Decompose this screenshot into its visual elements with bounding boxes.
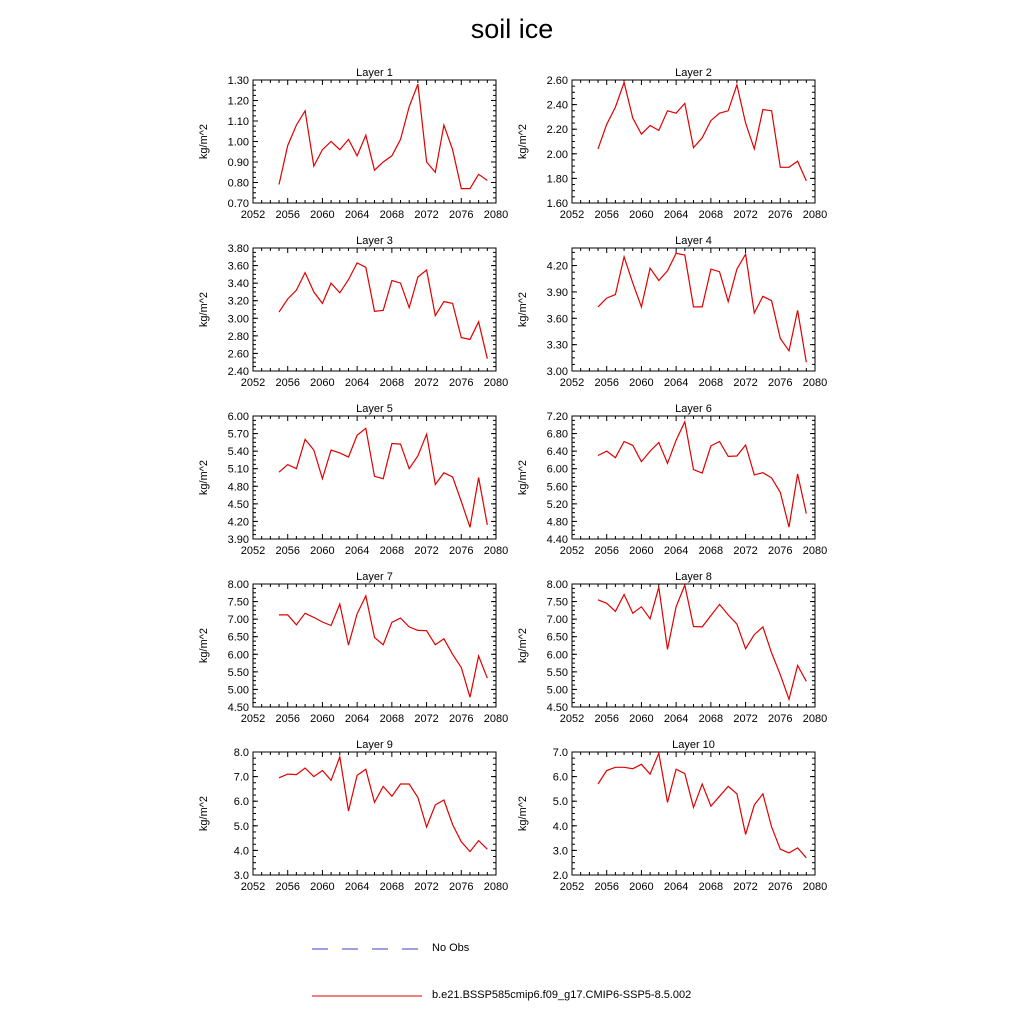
x-tick-label: 2072 — [414, 545, 439, 557]
x-tick-label: 2072 — [414, 881, 439, 893]
x-tick-label: 2076 — [768, 545, 793, 557]
chart-panel — [198, 235, 508, 389]
y-tick-label: 6.0 — [233, 796, 249, 809]
chart-panel — [198, 739, 508, 893]
y-axis-label: kg/m^2 — [517, 123, 529, 160]
y-tick-label: 6.50 — [546, 631, 568, 644]
y-tick-label: 2.60 — [227, 348, 249, 361]
y-tick-label: 3.60 — [227, 260, 249, 273]
panel-title: Layer 7 — [356, 571, 393, 583]
y-tick-label: 6.40 — [546, 446, 568, 459]
y-tick-label: 1.30 — [227, 75, 249, 87]
x-tick-label: 2060 — [310, 713, 335, 725]
panel-title: Layer 9 — [356, 739, 393, 751]
series-line — [598, 753, 806, 858]
plot-frame — [572, 248, 815, 371]
x-tick-label: 2068 — [379, 209, 405, 221]
series-line — [279, 428, 487, 527]
chart-panel — [517, 571, 827, 725]
series-line — [598, 585, 806, 699]
plot-frame — [572, 584, 815, 707]
x-tick-label: 2072 — [414, 377, 439, 389]
x-tick-label: 2060 — [629, 881, 654, 893]
chart-panel — [198, 67, 508, 221]
legend-label-model: b.e21.BSSP585cmip6.f09_g17.CMIP6-SSP5-8.5.002 — [432, 989, 692, 1001]
x-tick-label: 2072 — [733, 713, 758, 725]
x-tick-label: 2064 — [344, 545, 370, 557]
y-tick-label: 4.0 — [233, 845, 249, 858]
y-tick-label: 5.00 — [546, 684, 568, 697]
y-tick-label: 3.80 — [227, 243, 249, 255]
y-tick-label: 0.80 — [227, 177, 249, 190]
y-tick-label: 5.40 — [227, 446, 249, 459]
y-tick-label: 6.00 — [546, 649, 568, 662]
panel-title: Layer 8 — [675, 571, 712, 583]
chart-panel — [517, 403, 827, 557]
panel-title: Layer 5 — [356, 403, 393, 415]
x-tick-label: 2072 — [733, 545, 758, 557]
y-tick-label: 2.60 — [546, 75, 568, 87]
y-tick-label: 6.80 — [546, 428, 568, 441]
y-tick-label: 2.40 — [546, 99, 568, 112]
y-tick-label: 1.00 — [227, 136, 249, 149]
x-tick-label: 2060 — [310, 209, 335, 221]
x-tick-label: 2068 — [698, 545, 724, 557]
panel-title: Layer 4 — [675, 235, 712, 247]
x-tick-label: 2064 — [344, 209, 370, 221]
y-tick-label: 8.00 — [546, 579, 568, 591]
x-tick-label: 2056 — [594, 545, 619, 557]
x-tick-label: 2056 — [275, 209, 300, 221]
y-axis-label: kg/m^2 — [517, 459, 529, 496]
x-tick-label: 2056 — [594, 713, 619, 725]
y-tick-label: 4.40 — [546, 534, 568, 546]
y-tick-label: 1.80 — [546, 173, 568, 186]
x-tick-label: 2052 — [240, 713, 266, 725]
x-tick-label: 2080 — [483, 713, 509, 725]
panel-title: Layer 6 — [675, 403, 712, 415]
panel-title: Layer 2 — [675, 67, 712, 79]
y-tick-label: 6.00 — [227, 649, 249, 662]
y-tick-label: 6.00 — [546, 463, 568, 476]
y-tick-label: 3.0 — [552, 845, 568, 858]
y-tick-label: 5.20 — [546, 498, 568, 511]
y-axis-label: kg/m^2 — [198, 291, 210, 328]
plot-frame — [253, 752, 496, 875]
y-tick-label: 2.0 — [552, 870, 568, 882]
x-tick-label: 2052 — [559, 209, 585, 221]
y-tick-label: 3.30 — [546, 339, 568, 352]
y-tick-label: 4.20 — [227, 516, 249, 529]
y-tick-label: 7.00 — [227, 614, 249, 627]
y-axis-label: kg/m^2 — [198, 627, 210, 664]
series-line — [279, 84, 487, 189]
x-tick-label: 2072 — [414, 713, 439, 725]
x-tick-label: 2068 — [698, 713, 724, 725]
y-tick-label: 4.50 — [227, 702, 249, 714]
y-tick-label: 8.0 — [233, 747, 249, 759]
x-tick-label: 2068 — [379, 881, 405, 893]
y-tick-label: 5.0 — [233, 820, 249, 833]
plot-frame — [572, 80, 815, 203]
y-tick-label: 0.70 — [227, 198, 249, 210]
x-tick-label: 2076 — [449, 377, 474, 389]
x-tick-label: 2068 — [379, 713, 405, 725]
y-tick-label: 0.90 — [227, 157, 249, 169]
y-tick-label: 4.80 — [546, 516, 568, 529]
x-tick-label: 2064 — [663, 377, 689, 389]
chart-panel — [517, 739, 827, 893]
x-tick-label: 2068 — [698, 377, 724, 389]
x-tick-label: 2076 — [768, 209, 793, 221]
y-tick-label: 3.0 — [233, 870, 249, 882]
plot-frame — [253, 584, 496, 707]
y-axis-label: kg/m^2 — [198, 123, 210, 160]
y-tick-label: 1.20 — [227, 95, 249, 108]
plot-frame — [253, 416, 496, 539]
x-tick-label: 2076 — [449, 881, 474, 893]
panel-title: Layer 1 — [356, 67, 393, 79]
y-tick-label: 2.40 — [227, 366, 249, 378]
x-tick-label: 2072 — [414, 209, 439, 221]
x-tick-label: 2060 — [310, 377, 335, 389]
y-tick-label: 4.80 — [227, 481, 249, 494]
y-tick-label: 6.50 — [227, 631, 249, 644]
x-tick-label: 2076 — [768, 713, 793, 725]
x-tick-label: 2052 — [240, 209, 266, 221]
x-tick-label: 2064 — [663, 209, 689, 221]
x-tick-label: 2076 — [449, 545, 474, 557]
x-tick-label: 2072 — [733, 377, 758, 389]
x-tick-label: 2060 — [629, 209, 654, 221]
panel-title: Layer 3 — [356, 235, 393, 247]
y-tick-label: 8.00 — [227, 579, 249, 591]
x-tick-label: 2080 — [483, 209, 509, 221]
x-tick-label: 2080 — [483, 545, 509, 557]
legend-swatch-model — [312, 991, 422, 1001]
x-tick-label: 2060 — [629, 713, 654, 725]
chart-panel — [517, 235, 827, 389]
y-tick-label: 3.60 — [546, 313, 568, 326]
x-tick-label: 2056 — [594, 377, 619, 389]
y-tick-label: 7.20 — [546, 411, 568, 423]
y-tick-label: 2.20 — [546, 124, 568, 137]
y-tick-label: 5.00 — [227, 684, 249, 697]
x-tick-label: 2072 — [733, 209, 758, 221]
y-tick-label: 4.50 — [546, 702, 568, 714]
y-tick-label: 3.90 — [227, 534, 249, 546]
y-tick-label: 2.00 — [546, 148, 568, 161]
chart-panel — [517, 67, 827, 221]
series-line — [598, 83, 806, 181]
y-tick-label: 5.50 — [546, 666, 568, 679]
x-tick-label: 2060 — [629, 377, 654, 389]
chart-panel — [198, 571, 508, 725]
x-tick-label: 2064 — [663, 713, 689, 725]
series-line — [598, 253, 806, 362]
x-tick-label: 2052 — [559, 713, 585, 725]
plot-frame — [572, 416, 815, 539]
y-tick-label: 3.00 — [546, 366, 568, 378]
series-line — [598, 422, 806, 527]
x-tick-label: 2068 — [379, 377, 405, 389]
x-tick-label: 2080 — [802, 881, 828, 893]
y-tick-label: 3.40 — [227, 278, 249, 291]
x-tick-label: 2056 — [594, 209, 619, 221]
x-tick-label: 2052 — [559, 377, 585, 389]
y-tick-label: 7.50 — [227, 596, 249, 609]
y-tick-label: 5.50 — [227, 666, 249, 679]
y-axis-label: kg/m^2 — [198, 795, 210, 832]
x-tick-label: 2080 — [802, 209, 828, 221]
x-tick-label: 2052 — [559, 545, 585, 557]
y-axis-label: kg/m^2 — [198, 459, 210, 496]
y-tick-label: 4.20 — [546, 260, 568, 273]
y-tick-label: 4.0 — [552, 820, 568, 833]
x-tick-label: 2064 — [344, 377, 370, 389]
x-tick-label: 2056 — [275, 545, 300, 557]
y-tick-label: 6.00 — [227, 411, 249, 423]
y-tick-label: 5.70 — [227, 428, 249, 441]
x-tick-label: 2052 — [240, 377, 266, 389]
y-tick-label: 4.50 — [227, 498, 249, 511]
x-tick-label: 2064 — [344, 881, 370, 893]
x-tick-label: 2056 — [275, 881, 300, 893]
x-tick-label: 2068 — [698, 209, 724, 221]
y-tick-label: 6.0 — [552, 771, 568, 784]
x-tick-label: 2068 — [698, 881, 724, 893]
x-tick-label: 2052 — [240, 545, 266, 557]
y-tick-label: 3.20 — [227, 295, 249, 308]
x-tick-label: 2064 — [344, 713, 370, 725]
x-tick-label: 2080 — [802, 377, 828, 389]
series-line — [279, 263, 487, 359]
x-tick-label: 2068 — [379, 545, 405, 557]
x-tick-label: 2056 — [275, 377, 300, 389]
y-tick-label: 7.50 — [546, 596, 568, 609]
x-tick-label: 2064 — [663, 881, 689, 893]
y-tick-label: 3.90 — [546, 286, 568, 299]
x-tick-label: 2076 — [449, 713, 474, 725]
x-tick-label: 2076 — [449, 209, 474, 221]
y-axis-label: kg/m^2 — [517, 627, 529, 664]
y-tick-label: 5.10 — [227, 463, 249, 476]
panel-title: Layer 10 — [672, 739, 715, 751]
y-tick-label: 5.60 — [546, 481, 568, 494]
y-tick-label: 1.60 — [546, 198, 568, 210]
x-tick-label: 2080 — [483, 881, 509, 893]
y-tick-label: 2.80 — [227, 330, 249, 343]
x-tick-label: 2076 — [768, 377, 793, 389]
series-line — [279, 757, 487, 852]
x-tick-label: 2080 — [802, 713, 828, 725]
x-tick-label: 2052 — [559, 881, 585, 893]
y-axis-label: kg/m^2 — [517, 795, 529, 832]
y-tick-label: 5.0 — [552, 796, 568, 809]
y-tick-label: 7.0 — [552, 747, 568, 759]
y-tick-label: 7.0 — [233, 771, 249, 784]
legend-swatch-obs — [312, 944, 422, 954]
x-tick-label: 2064 — [663, 545, 689, 557]
x-tick-label: 2056 — [594, 881, 619, 893]
x-tick-label: 2080 — [483, 377, 509, 389]
y-tick-label: 3.00 — [227, 313, 249, 326]
y-axis-label: kg/m^2 — [517, 291, 529, 328]
y-tick-label: 7.00 — [546, 614, 568, 627]
x-tick-label: 2072 — [733, 881, 758, 893]
chart-title: soil ice — [470, 14, 554, 44]
x-tick-label: 2052 — [240, 881, 266, 893]
x-tick-label: 2056 — [275, 713, 300, 725]
x-tick-label: 2060 — [310, 545, 335, 557]
x-tick-label: 2060 — [310, 881, 335, 893]
x-tick-label: 2080 — [802, 545, 828, 557]
series-line — [279, 596, 487, 697]
chart-panel — [198, 403, 508, 557]
x-tick-label: 2076 — [768, 881, 793, 893]
x-tick-label: 2060 — [629, 545, 654, 557]
y-tick-label: 1.10 — [227, 116, 249, 128]
legend-label-obs: No Obs — [432, 942, 470, 954]
